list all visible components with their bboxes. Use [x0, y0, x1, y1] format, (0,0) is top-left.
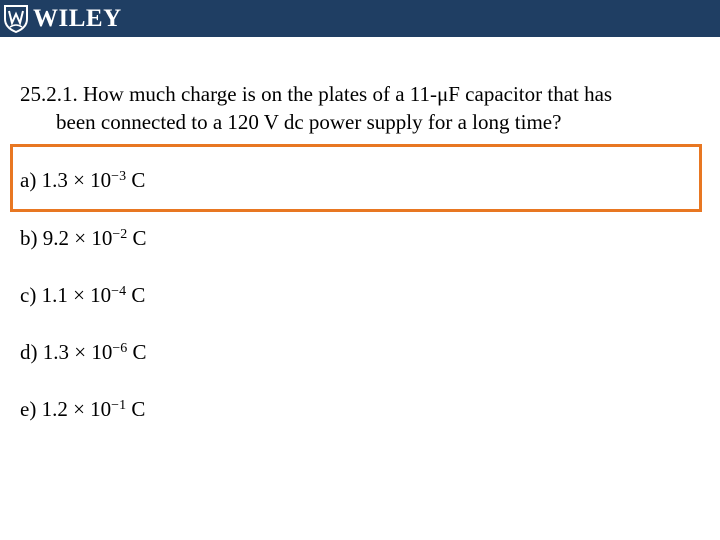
answer-exponent: −4 — [111, 284, 127, 299]
answer-unit: C — [127, 340, 147, 364]
header-bar — [0, 0, 720, 37]
wiley-emblem-icon — [2, 3, 30, 33]
question-text — [20, 80, 710, 136]
answer-option-a[interactable] — [20, 167, 145, 193]
answer-mantissa: 1.3 × 10 — [42, 340, 113, 364]
answer-letter: a) — [20, 168, 37, 192]
answer-unit: C — [126, 397, 146, 421]
answer-letter: e) — [20, 397, 37, 421]
answer-unit: C — [127, 226, 147, 250]
answer-letter: c) — [20, 283, 37, 307]
wiley-logo — [2, 2, 122, 34]
answer-mantissa: 1.3 × 10 — [41, 168, 112, 192]
answer-mantissa: 9.2 × 10 — [42, 226, 113, 250]
answer-option-c[interactable] — [20, 282, 145, 308]
answer-exponent: −3 — [111, 169, 127, 184]
brand-name: WILEY — [33, 4, 122, 32]
answer-letter: d) — [20, 340, 38, 364]
answer-mantissa: 1.1 × 10 — [41, 283, 112, 307]
answer-option-d[interactable] — [20, 339, 147, 365]
answer-unit: C — [126, 168, 146, 192]
answer-mantissa: 1.2 × 10 — [41, 397, 112, 421]
question-line-2: been connected to a 120 V dc power supply for a long time? — [56, 110, 562, 134]
question-line-1: 25.2.1. How much charge is on the plates of a 11-μF capacitor that has — [20, 82, 613, 106]
answer-exponent: −6 — [112, 341, 128, 356]
answer-exponent: −1 — [111, 398, 127, 413]
answer-letter: b) — [20, 226, 38, 250]
answer-exponent: −2 — [112, 227, 128, 242]
answer-option-e[interactable] — [20, 396, 145, 422]
answer-unit: C — [126, 283, 146, 307]
answer-option-b[interactable] — [20, 225, 147, 251]
